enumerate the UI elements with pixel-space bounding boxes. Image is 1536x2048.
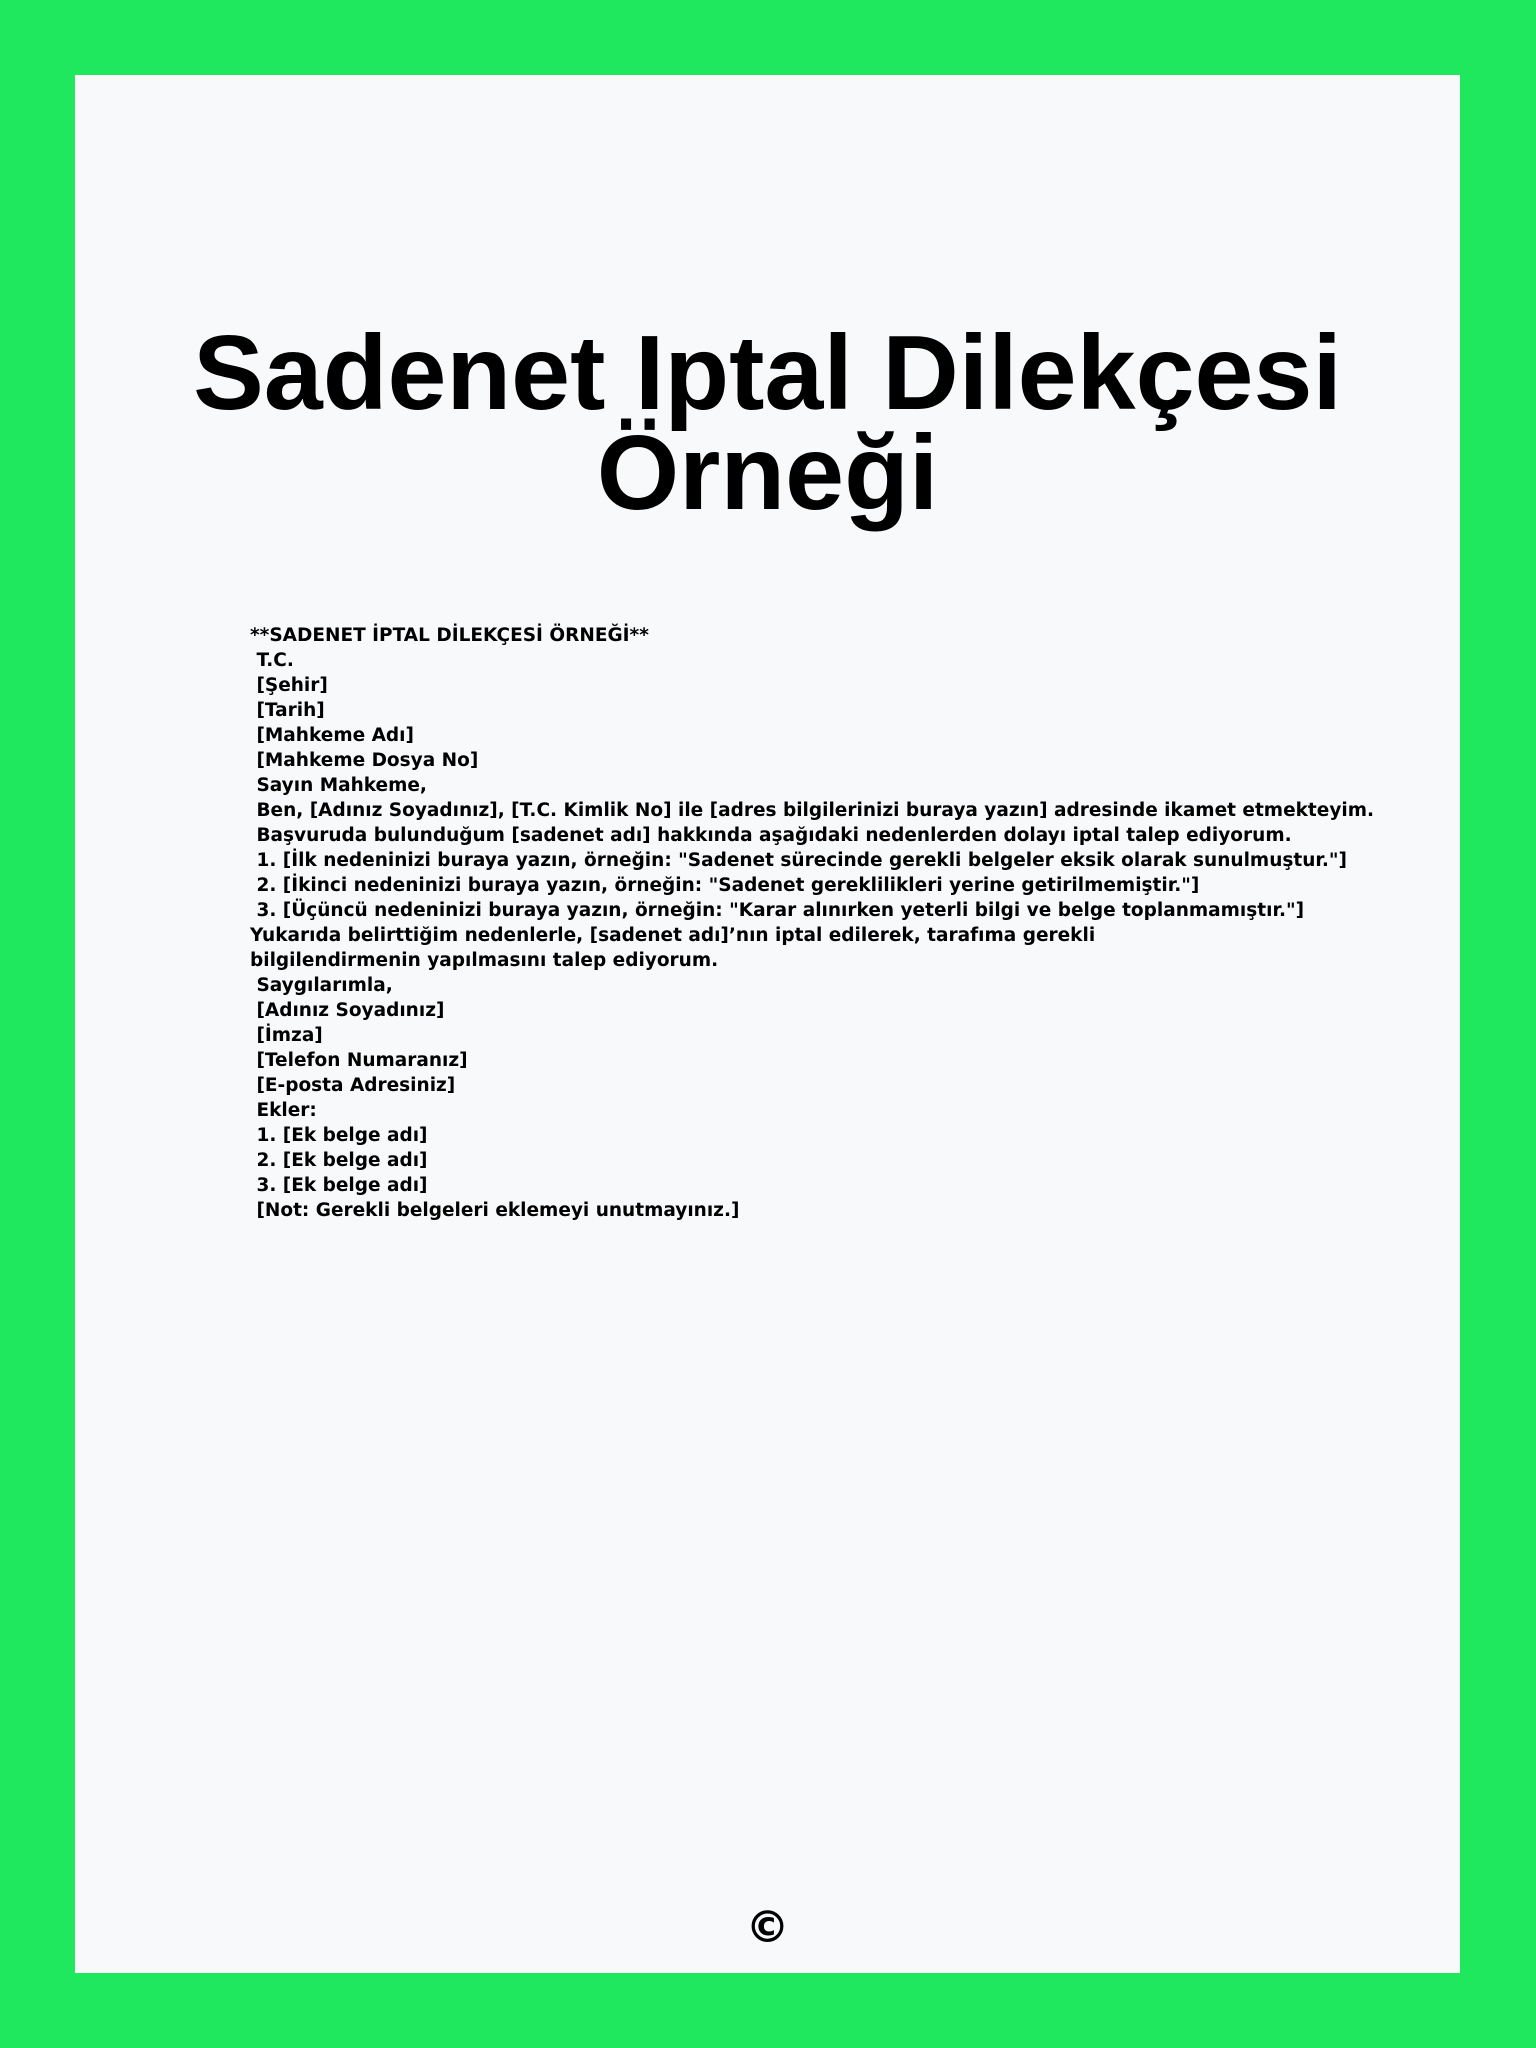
closing: Saygılarımla, (250, 975, 393, 996)
attachment-item: 1. [Ek belge adı] (250, 1125, 428, 1146)
signature-placeholder: [İmza] (250, 1025, 323, 1046)
salutation: Sayın Mahkeme, (250, 775, 427, 796)
date-placeholder: [Tarih] (250, 700, 325, 721)
phone-placeholder: [Telefon Numaranız] (250, 1050, 468, 1071)
reason-2: 2. [İkinci nedeninizi buraya yazın, örneğin: "Sadenet gereklilikleri yerine getirilmemiştir."] (250, 875, 1200, 896)
petition-heading: **SADENET İPTAL DİLEKÇESİ ÖRNEĞİ** (250, 625, 649, 646)
applicant-statement: Ben, [Adınız Soyadınız], [T.C. Kimlik No] ile [adres bilgilerinizi buraya yazın] adresinde ikamet etmekteyim. (250, 800, 1375, 821)
reason-3: 3. [Üçüncü nedeninizi buraya yazın, örneğin: "Karar alınırken yeterli bilgi ve belge toplanmamıştır."] (250, 900, 1305, 921)
note-line: [Not: Gerekli belgeleri eklemeyi unutmayınız.] (250, 1200, 740, 1221)
conclusion-paragraph: Yukarıda belirttiğim nedenlerle, [sadenet adı]’nın iptal edilerek, tarafıma gerekli bilgilendirmenin yapılmasını talep ediyorum. (250, 925, 1096, 971)
request-statement: Başvuruda bulunduğum [sadenet adı] hakkında aşağıdaki nedenlerden dolayı iptal talep ediyorum. (250, 825, 1292, 846)
attachment-item: 2. [Ek belge adı] (250, 1150, 428, 1171)
court-file-no-placeholder: [Mahkeme Dosya No] (250, 750, 479, 771)
document-title: Sadenet Iptal Dilekçesi Örneği (193, 314, 1342, 532)
attachments-heading: Ekler: (250, 1100, 317, 1121)
email-placeholder: [E-posta Adresiniz] (250, 1075, 456, 1096)
reason-1: 1. [İlk nedeninizi buraya yazın, örneğin: "Sadenet sürecinde gerekli belgeler eksik olarak sunulmuştur."] (250, 850, 1347, 871)
city-placeholder: [Şehir] (250, 675, 328, 696)
country-line: T.C. (250, 650, 294, 671)
petition-body (250, 623, 1375, 1223)
document-page (75, 75, 1460, 1973)
attachment-item: 3. [Ek belge adı] (250, 1175, 428, 1196)
copyright-icon: © (745, 1902, 790, 1953)
court-name-placeholder: [Mahkeme Adı] (250, 725, 414, 746)
name-placeholder: [Adınız Soyadınız] (250, 1000, 445, 1021)
